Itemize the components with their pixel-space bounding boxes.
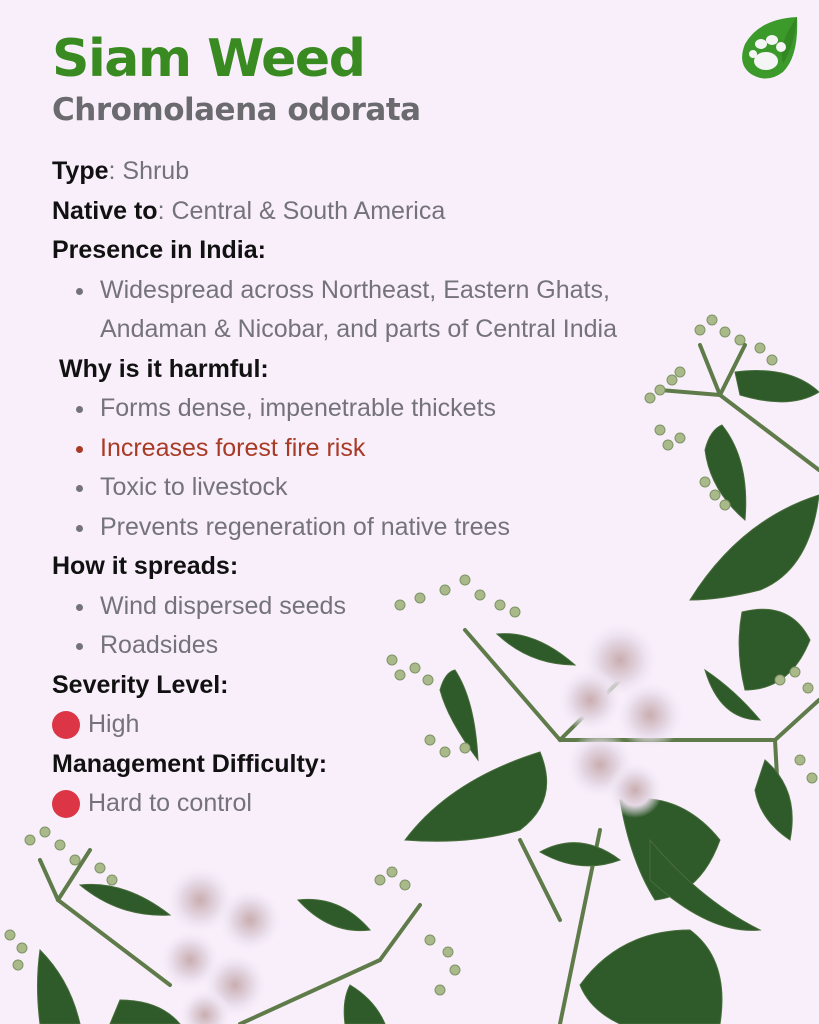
red-circle-icon <box>52 790 80 818</box>
bullet-icon <box>76 288 83 295</box>
harmful-list <box>52 389 617 547</box>
bullet-icon <box>76 525 83 532</box>
list-item <box>74 389 617 429</box>
presence-line-1: Widespread across Northeast, Eastern Ghats, <box>100 275 610 304</box>
list-item <box>74 271 617 350</box>
presence-line-2: Andaman & Nicobar, and parts of Central India <box>100 315 617 343</box>
scientific-name: Chromolaena odorata <box>52 92 421 128</box>
management-value: Hard to control <box>88 789 252 817</box>
type-row <box>52 152 617 192</box>
spread-item-text: Wind dispersed seeds <box>100 591 346 620</box>
native-value: Central & South America <box>171 196 446 225</box>
list-item-highlighted <box>74 429 617 469</box>
harmful-item-text: Increases forest fire risk <box>100 433 366 462</box>
spread-item-text: Roadsides <box>100 631 219 659</box>
native-row <box>52 192 617 232</box>
species-info <box>52 28 617 824</box>
type-separator: : <box>108 157 123 185</box>
list-item <box>74 508 617 548</box>
bullet-icon <box>76 643 83 650</box>
list-item <box>74 468 617 508</box>
management-heading: Management Difficulty: <box>52 749 328 778</box>
spread-heading: How it spreads: <box>52 552 239 580</box>
leaf-paw-logo-icon <box>739 14 801 80</box>
presence-heading: Presence in India: <box>52 236 266 264</box>
harmful-item-text: Forms dense, impenetrable thickets <box>100 394 497 422</box>
type-value: Shrub <box>122 157 190 185</box>
harmful-item-text: Prevents regeneration of native trees <box>100 512 510 541</box>
severity-value: High <box>88 710 140 738</box>
bullet-icon <box>76 604 83 611</box>
bullet-icon <box>76 406 83 413</box>
spread-list <box>52 587 617 666</box>
list-item <box>74 626 617 666</box>
presence-list <box>52 271 617 350</box>
page-title: Siam Weed <box>52 29 365 89</box>
red-circle-icon <box>52 711 80 739</box>
severity-status <box>52 705 617 745</box>
harmful-item-text: Toxic to livestock <box>100 473 288 501</box>
native-label: Native to <box>52 196 158 225</box>
list-item <box>74 587 617 627</box>
type-label: Type <box>52 157 109 185</box>
severity-heading: Severity Level: <box>52 670 229 699</box>
harmful-heading: Why is it harmful: <box>59 354 269 383</box>
bullet-icon <box>76 485 83 492</box>
native-separator: : <box>157 196 172 225</box>
bullet-icon <box>76 446 83 453</box>
management-status <box>52 784 617 824</box>
